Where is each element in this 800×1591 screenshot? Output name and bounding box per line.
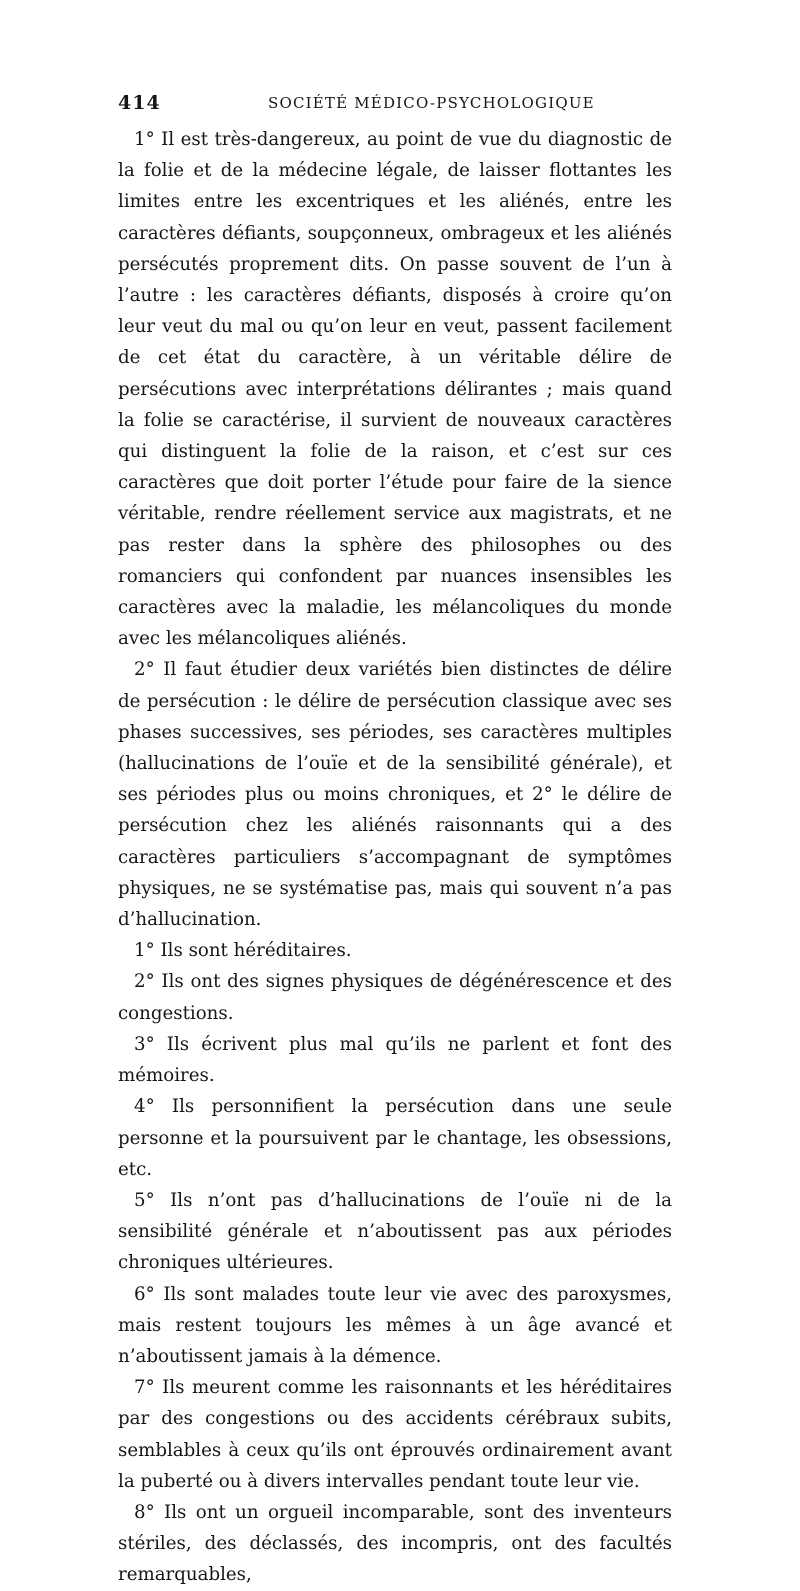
body-text: [118, 124, 672, 1591]
list-item-hereditary: 1° Ils sont héréditaires.: [134, 940, 352, 962]
list-item-write-memoirs: 3° Ils écrivent plus mal qu’ils ne parlent et font des mémoires.: [118, 1033, 672, 1087]
paragraph-point-2: 2° Il faut étudier deux variétés bien distinctes de délire de persécution : le délire de persécution classique avec ses phases successives, ses périodes, ses caractères multiples (hallucinations de l’ouïe et de la sensibilité générale), et ses périodes plus ou moins chroniques, et 2° le délire de persécution chez les aliénés raisonnants qui a des caractères particuliers s’accompagnant de symptômes physiques, ne se systématise pas, mais qui souvent n’a pas d’hallucination.: [118, 659, 672, 931]
journal-title: SOCIÉTÉ MÉDICO-PSYCHOLOGIQUE: [268, 94, 595, 112]
list-item-lifelong-illness: 6° Ils sont malades toute leur vie avec des paroxysmes, mais restent toujours les mêmes à un âge avancé et n’aboutissent jamais à la démence.: [118, 1283, 672, 1367]
list-item-death-congestions: 7° Ils meurent comme les raisonnants et les héréditaires par des congestions ou des accidents cérébraux subits, semblables à ceux qu’ils ont éprouvés ordinairement avant la puberté ou à divers intervalles pendant toute leur vie.: [118, 1377, 672, 1492]
paragraph-point-1: 1° Il est très-dangereux, au point de vue du diagnostic de la folie et de la médecine légale, de laisser flottantes les limites entre les excentriques et les aliénés, entre les caractères défiants, soupçonneux, ombrageux et les aliénés persécutés proprement dits. On passe souvent de l’un à l’autre : les caractères défiants, disposés à croire qu’on leur veut du mal ou qu’on leur en veut, passent facilement de cet état du caractère, à un véritable délire de persécutions avec interprétations délirantes ; mais quand la folie se caractérise, il survient de nouveaux caractères qui distinguent la folie de la raison, et c’est sur ces caractères que doit porter l’étude pour faire de la sience véritable, rendre réellement service aux magistrats, et ne pas rester dans la sphère des philosophes ou des romanciers qui confondent par nuances insensibles les caractères avec la maladie, les mélancoliques du monde avec les mélancoliques aliénés.: [118, 129, 672, 650]
page-number: 414: [118, 92, 161, 114]
list-item-pride: 8° Ils ont un orgueil incomparable, sont des inventeurs stériles, des déclassés, des incompris, ont des facultés remarquables,: [118, 1501, 672, 1586]
running-head: [118, 92, 678, 118]
list-item-no-hallucinations: 5° Ils n’ont pas d’hallucinations de l’ouïe ni de la sensibilité générale et n’aboutissent pas aux périodes chroniques ultérieures.: [118, 1189, 672, 1274]
list-item-personify-persecution: 4° Ils personnifient la persécution dans une seule personne et la poursuivent par le chantage, les obsessions, etc.: [118, 1096, 672, 1180]
list-item-physical-signs: 2° Ils ont des signes physiques de dégénérescence et des congestions.: [118, 971, 672, 1024]
